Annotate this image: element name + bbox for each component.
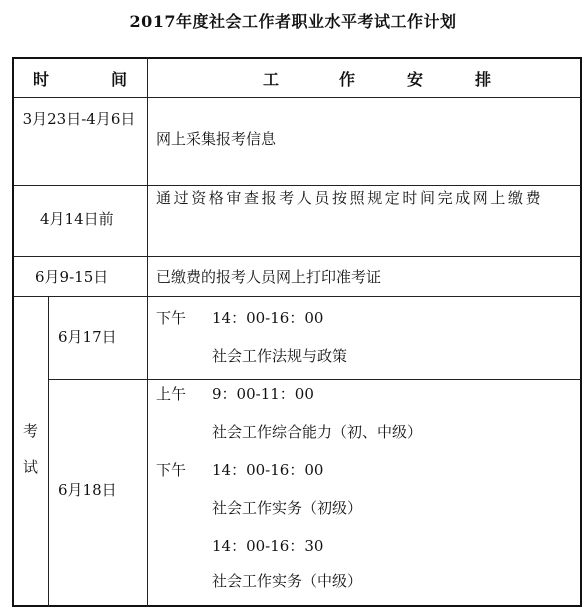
session-period: 下午 — [156, 309, 187, 327]
row-divider — [12, 256, 582, 257]
exam-label-char: 试 — [23, 458, 39, 476]
session-subject: 社会工作实务（初级） — [212, 499, 363, 517]
exam-date: 6月17日 — [58, 328, 117, 346]
session-subject: 社会工作综合能力（初、中级） — [212, 423, 423, 441]
session-time: 14：00-16：00 — [212, 461, 324, 479]
exam-date: 6月18日 — [58, 481, 117, 499]
exam-label-char: 考 — [23, 422, 39, 440]
row-time-cell: 3月23日-4月6日 — [22, 110, 136, 128]
row-time-cell: 6月9-15日 — [35, 268, 109, 286]
session-time: 14：00-16：00 — [212, 309, 324, 327]
table-top-border — [12, 57, 582, 59]
session-time: 9：00-11：00 — [212, 385, 314, 403]
row-work-cell: 已缴费的报考人员网上打印准考证 — [156, 268, 382, 286]
session-subject: 社会工作法规与政策 — [212, 347, 348, 365]
session-subject: 社会工作实务（中级） — [212, 572, 363, 590]
session-time: 14：00-16：30 — [212, 537, 324, 555]
table-left-border — [12, 57, 14, 607]
header-bottom-border — [12, 97, 582, 98]
row-divider — [12, 296, 582, 297]
header-time-char: 时 — [33, 70, 50, 89]
header-work-char: 作 — [339, 70, 356, 89]
row-work-cell: 通过资格审查报考人员按照规定时间完成网上缴费 — [156, 189, 544, 207]
row-work-cell: 网上采集报考信息 — [156, 130, 277, 148]
table-right-border — [580, 57, 582, 607]
header-work-char: 安 — [407, 70, 424, 89]
exam-subcolumn-divider — [48, 296, 49, 607]
header-work-char: 排 — [475, 70, 492, 89]
row-time-cell: 4月14日前 — [40, 210, 114, 228]
header-time-char: 间 — [111, 70, 128, 89]
document-title: 2017年度社会工作者职业水平考试工作计划 — [129, 12, 457, 31]
row-divider — [48, 379, 582, 380]
session-period: 下午 — [156, 461, 187, 479]
column-divider — [147, 57, 148, 607]
header-work-char: 工 — [263, 70, 280, 89]
table-bottom-border — [12, 605, 582, 607]
session-period: 上午 — [156, 385, 187, 403]
